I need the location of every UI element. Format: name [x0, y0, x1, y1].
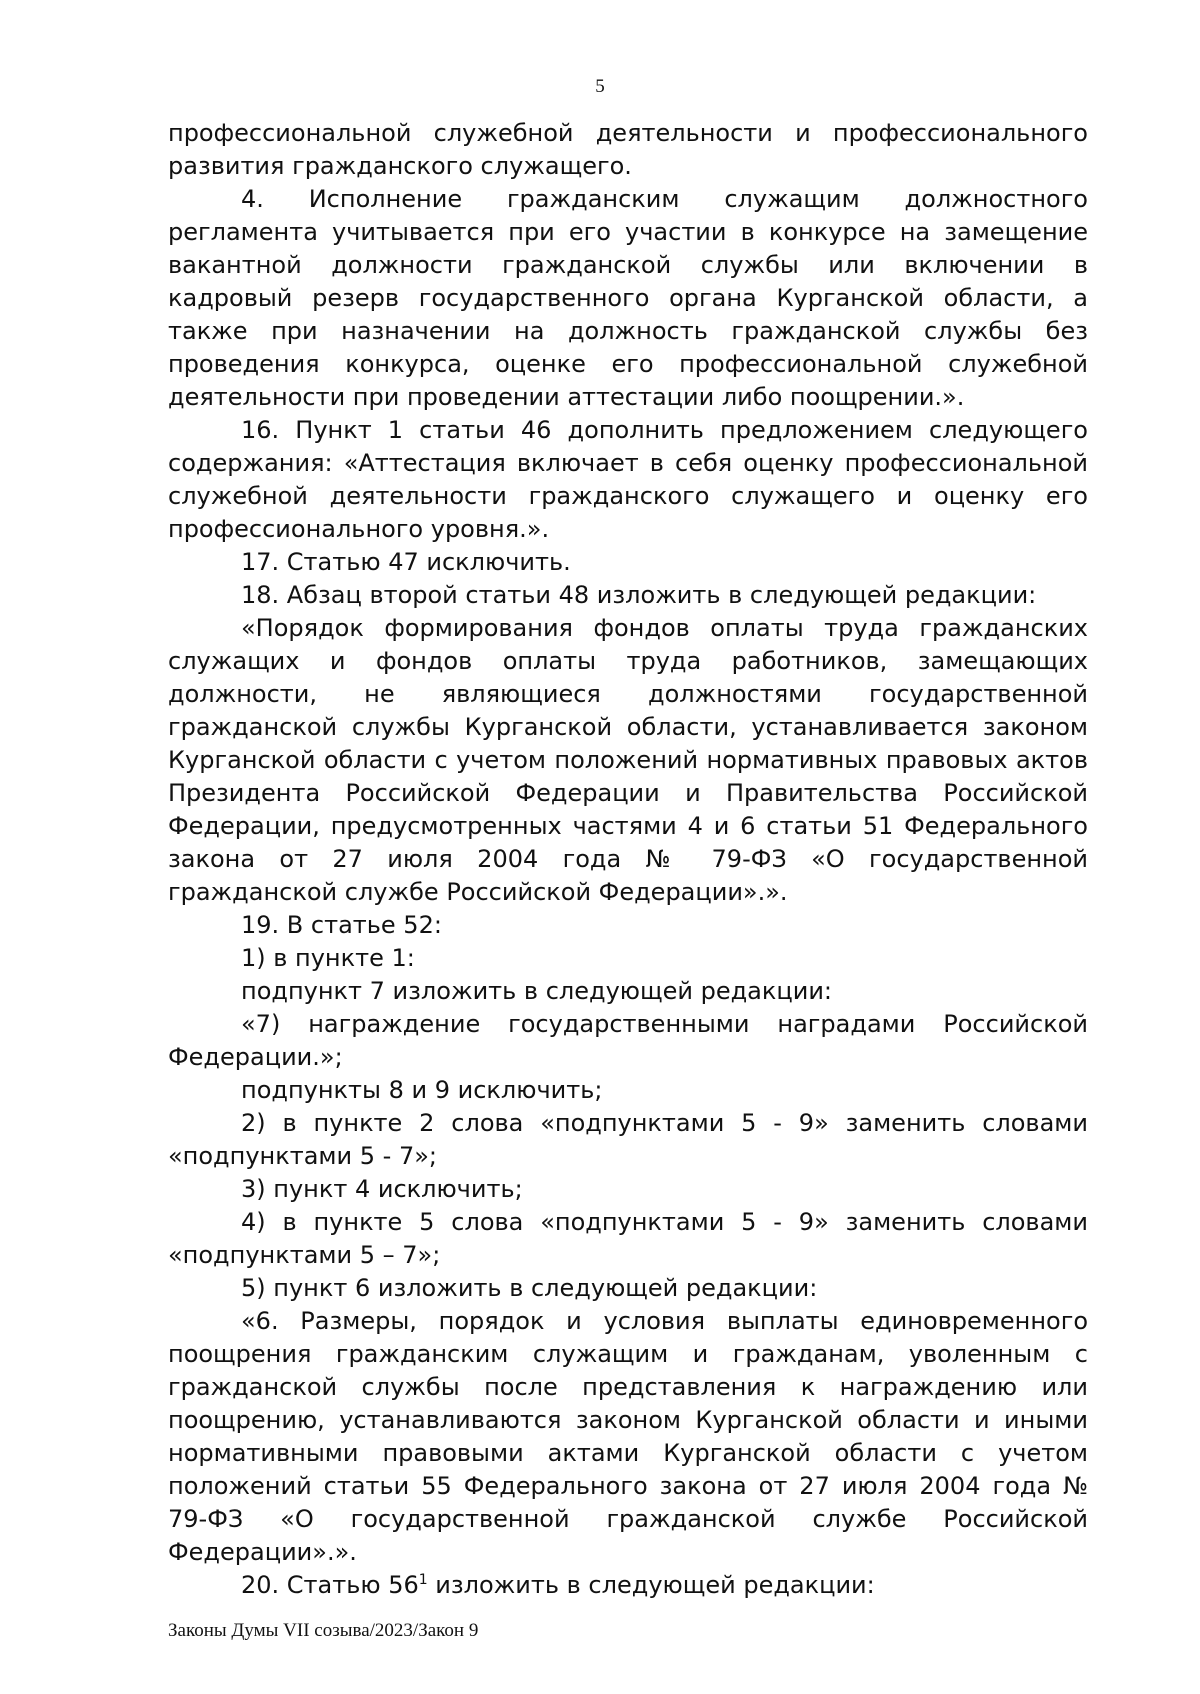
paragraph: 4. Исполнение гражданским служащим должностного регламента учитывается при его участии в конкурсе на замещение вакантной должности гражданской службы или включении в кадровый резерв государственного органа Курганской области, а также при назначении на должность гражданской службы без проведения конкурса, оценке его профессиональной служебной деятельности при проведении аттестации либо поощрении.».	[168, 185, 1088, 411]
page-number: 5	[595, 76, 605, 97]
paragraph-text-after: изложить в следующей редакции:	[427, 1571, 875, 1599]
paragraph: подпункт 7 изложить в следующей редакции:	[241, 977, 832, 1005]
paragraph: 18. Абзац второй статьи 48 изложить в следующей редакции:	[241, 581, 1037, 609]
paragraph: 1) в пункте 1:	[241, 944, 415, 972]
paragraph: 2) в пункте 2 слова «подпунктами 5 - 9» заменить словами «подпунктами 5 - 7»;	[168, 1109, 1088, 1170]
page-footer: Законы Думы VII созыва/2023/Закон 9	[168, 1620, 479, 1641]
paragraph: 3) пункт 4 исключить;	[241, 1175, 523, 1203]
paragraph: 19. В статье 52:	[241, 911, 442, 939]
superscript-index: 1	[418, 1572, 428, 1588]
paragraph-article-56-1	[168, 1569, 1088, 1602]
paragraph: профессиональной служебной деятельности и профессионального развития гражданского служащего.	[168, 119, 1088, 180]
paragraph: подпункты 8 и 9 исключить;	[241, 1076, 603, 1104]
paragraph: 16. Пункт 1 статьи 46 дополнить предложением следующего содержания: «Аттестация включает в себя оценку профессиональной служебной деятельности гражданского служащего и оценку его профессионального уровня.».	[168, 416, 1088, 543]
paragraph: 5) пункт 6 изложить в следующей редакции:	[241, 1274, 818, 1302]
paragraph: 4) в пункте 5 слова «подпунктами 5 - 9» заменить словами «подпунктами 5 – 7»;	[168, 1208, 1088, 1269]
paragraph: «7) награждение государственными наградами Российской Федерации.»;	[168, 1010, 1088, 1071]
paragraph-text-before: 20. Статью 56	[241, 1571, 419, 1599]
document-body	[168, 117, 1088, 1602]
paragraph: «Порядок формирования фондов оплаты труда гражданских служащих и фондов оплаты труда работников, замещающих должности, не являющиеся должностями государственной гражданской службы Курганской области, устанавливается законом Курганской области с учетом положений нормативных правовых актов Президента Российской Федерации и Правительства Российской Федерации, предусмотренных частями 4 и 6 статьи 51 Федерального закона от 27 июля 2004 года № 79-ФЗ «О государственной гражданской службе Российской Федерации».».	[168, 614, 1088, 906]
paragraph: 17. Статью 47 исключить.	[241, 548, 571, 576]
paragraph: «6. Размеры, порядок и условия выплаты единовременного поощрения гражданским служащим и гражданам, уволенным с гражданской службы после представления к награждению или поощрению, устанавливаются законом Курганской области и иными нормативными правовыми актами Курганской области с учетом положений статьи 55 Федерального закона от 27 июля 2004 года № 79-ФЗ «О государственной гражданской службе Российской Федерации».».	[168, 1307, 1088, 1566]
